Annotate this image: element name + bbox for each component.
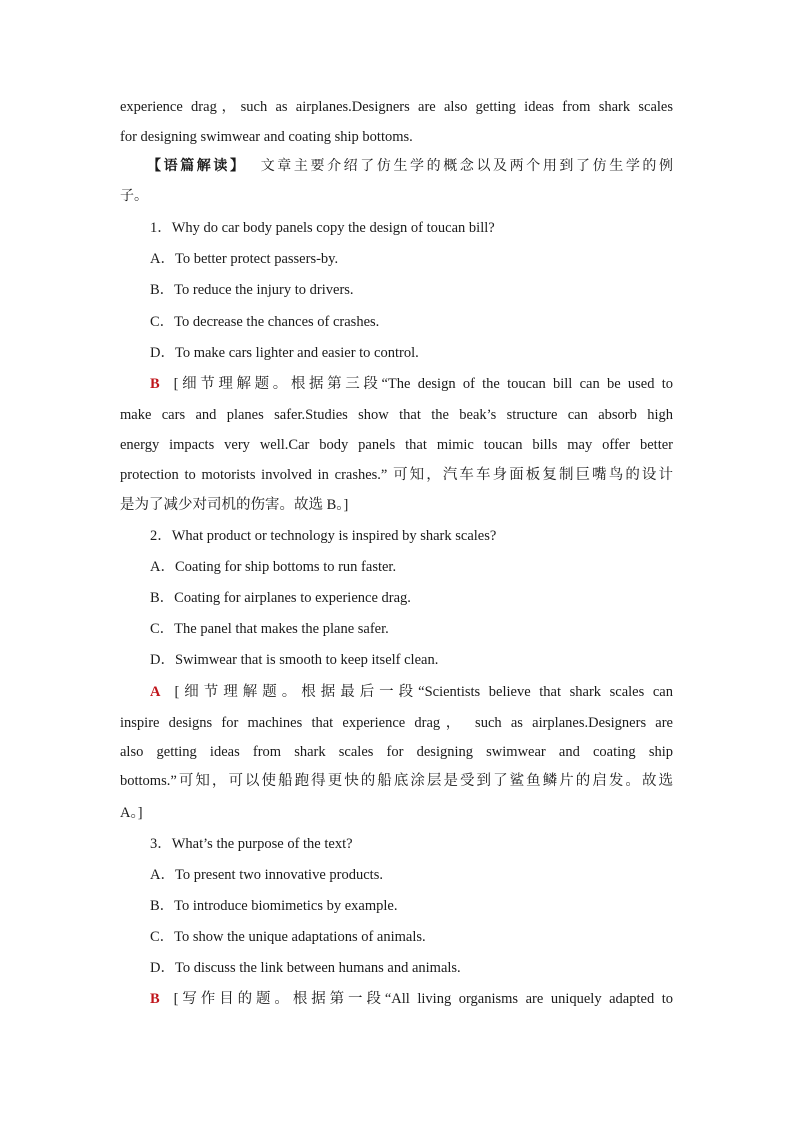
question-1-option-a: A．To better protect passers-by. (150, 251, 339, 267)
question-3-option-c: C．To show the unique adaptations of animals. (150, 929, 426, 945)
question-2-explanation-line: also getting ideas from shark scales for designing swimwear and coating ship (120, 744, 673, 760)
question-3-stem: 3．What’s the purpose of the text? (150, 836, 353, 852)
question-3-option-a: A．To present two innovative products. (150, 867, 383, 883)
question-2-option-a: A．Coating for ship bottoms to run faster. (150, 559, 397, 575)
question-2-option-d: D．Swimwear that is smooth to keep itself clean. (150, 652, 439, 668)
passage-line: for designing swimwear and coating ship bottoms. (120, 129, 413, 145)
question-2-explanation-line: A [细节理解题。根据最后一段“Scientists believe that shark scales can (150, 684, 673, 700)
question-3-answer: B (150, 991, 160, 1007)
question-2-option-c: C．The panel that makes the plane safer. (150, 621, 389, 637)
analysis-text-continued: 子。 (120, 188, 148, 204)
question-2-explanation-line: A。] (120, 805, 143, 821)
analysis-label: 【语篇解读】 (147, 158, 247, 174)
question-2-explanation-line: inspire designs for machines that experience drag， such as airplanes.Designers are (120, 715, 673, 731)
question-1-explanation-line: B [细节理解题。根据第三段“The design of the toucan bill can be used to (150, 376, 673, 392)
question-2-explanation-line: bottoms.”可知，可以使船跑得更快的船底涂层是受到了鲨鱼鳞片的启发。故选 (120, 773, 673, 789)
question-3-option-d: D．To discuss the link between humans and animals. (150, 960, 461, 976)
question-1-option-b: B．To reduce the injury to drivers. (150, 282, 354, 298)
question-1-explanation-line: make cars and planes safer.Studies show that the beak’s structure can absorb high (120, 407, 673, 423)
question-1-explanation-line: protection to motorists involved in crashes.” 可知，汽车车身面板复制巨嘴鸟的设计 (120, 467, 673, 483)
question-1-option-d: D．To make cars lighter and easier to control. (150, 345, 419, 361)
question-1-stem: 1．Why do car body panels copy the design of toucan bill? (150, 220, 495, 236)
analysis-text: 文章主要介绍了仿生学的概念以及两个用到了仿生学的例 (260, 158, 673, 174)
question-2-answer: A (150, 684, 161, 700)
discourse-analysis (147, 156, 673, 176)
question-2-option-b: B．Coating for airplanes to experience drag. (150, 590, 411, 606)
question-1-explanation-line: energy impacts very well.Car body panels that mimic toucan bills may offer better (120, 437, 673, 453)
question-1-option-c: C．To decrease the chances of crashes. (150, 314, 380, 330)
passage-line: experience drag，such as airplanes.Designers are also getting ideas from shark scales (120, 99, 673, 115)
question-1-answer: B (150, 376, 160, 392)
question-3-option-b: B．To introduce biomimetics by example. (150, 898, 398, 914)
question-2-stem: 2．What product or technology is inspired by shark scales? (150, 528, 497, 544)
question-3-explanation-line: B [写作目的题。根据第一段“All living organisms are uniquely adapted to (150, 991, 673, 1007)
question-1-explanation-line: 是为了减少对司机的伤害。故选 B。] (120, 497, 349, 513)
